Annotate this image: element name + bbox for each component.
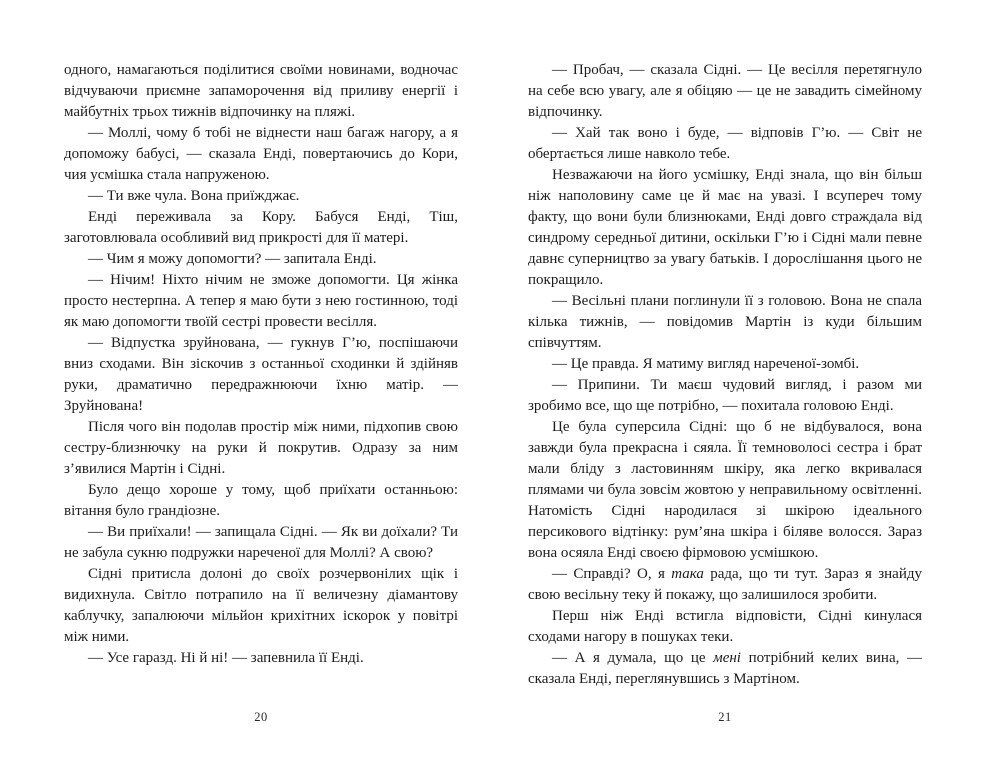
paragraph: — Справді? О, я така рада, що ти тут. Зараз я знайду свою весільну теку й покажу, що залишилося зробити. (528, 566, 922, 603)
paragraph: — Нічим! Ніхто нічим не зможе допомогти. Ця жінка просто нестерпна. А тепер я маю бути з нею гостинною, тоді як маю допомогти твоїй сестрі провести весілля. (64, 272, 458, 330)
page-number-left: 20 (254, 710, 268, 724)
page-right-text (528, 60, 922, 690)
paragraph: одного, намагаються поділитися своїми новинами, водночас відчуваючи приємне запаморочення від приливу енергії і майбутніх трьох тижнів відпочинку на пляжі. (64, 62, 458, 120)
paragraph: — Пробач, — сказала Сідні. — Це весілля перетягнуло на себе всю увагу, але я обіцяю — це не завадить сімейному відпочинку. (528, 62, 922, 120)
book-page-left (64, 60, 458, 724)
book-page-right (528, 60, 922, 724)
paragraph: Енді переживала за Кору. Бабуся Енді, Тіш, заготовлювала особливий вид прикрості для її матері. (64, 209, 458, 246)
paragraph: — Відпустка зруйнована, — гукнув Г’ю, поспішаючи вниз сходами. Він зіскочив з останньої сходинки й здійняв руки, драматично передражнюючи їхню матір. — Зруйнована! (64, 335, 458, 414)
paragraph: Після чого він подолав простір між ними, підхопив свою сестру-близнючку на руки й покрутив. Одразу за ним з’явилися Мартін і Сідні. (64, 419, 458, 477)
paragraph: — А я думала, що це мені потрібний келих вина, — сказала Енді, переглянувшись з Мартіном. (528, 650, 922, 687)
paragraph: — Моллі, чому б тобі не віднести наш багаж нагору, а я допоможу бабусі, — сказала Енді, повертаючись до Кори, чия усмішка стала напруженою. (64, 125, 458, 183)
paragraph: — Ти вже чула. Вона приїжджає. (88, 188, 300, 204)
paragraph: — Хай так воно і буде, — відповів Г’ю. — Світ не обертається лише навколо тебе. (528, 125, 922, 162)
page-number-right: 21 (718, 710, 732, 724)
paragraph: — Це правда. Я матиму вигляд нареченої-зомбі. (552, 356, 860, 372)
paragraph: — Чим я можу допомогти? — запитала Енді. (88, 251, 377, 267)
paragraph: — Ви приїхали! — запищала Сідні. — Як ви доїхали? Ти не забула сукню подружки нареченої для Моллі? А свою? (64, 524, 458, 561)
paragraph: Перш ніж Енді встигла відповісти, Сідні кинулася сходами нагору в пошуках теки. (528, 608, 922, 645)
paragraph: Це була суперсила Сідні: що б не відбувалося, вона завжди була прекрасна і сяяла. Її темноволосі сестра і брат мали бліду з ластовинням шкіру, яка легко вкривалася плямами чи була зовсім жовтою у неправильному освітленні. Натомість Сідні народилася зі шкірою ідеального персикового відтінку: рум’яна шкіра і біляве волосся. Зараз вона осяяла Енді своєю фірмовою усмішкою. (528, 419, 922, 561)
paragraph: Незважаючи на його усмішку, Енді знала, що він більш ніж наполовину саме це й має на увазі. І всупереч тому факту, що вони були близнюками, Енді довго страждала від синдрому середньої дитини, оскільки Г’ю і Сідні мали певне давнє суперництво за увагу батьків. І дорослішання цього не покращило. (528, 167, 922, 288)
paragraph: — Весільні плани поглинули її з головою. Вона не спала кілька тижнів, — повідомив Мартін із куди більшим співчуттям. (528, 293, 922, 351)
paragraph: Сідні притисла долоні до своїх розчервонілих щік і видихнула. Світло потрапило на її величезну діамантову каблучку, запалюючи мільйон крихітних іскорок у повітрі між ними. (64, 566, 458, 645)
paragraph: — Усе гаразд. Ні й ні! — запевнила її Енді. (88, 650, 364, 666)
paragraph: — Припини. Ти маєш чудовий вигляд, і разом ми зробимо все, що ще потрібно, — похитала головою Енді. (528, 377, 922, 414)
paragraph: Було дещо хороше у тому, щоб приїхати останньою: вітання було грандіозне. (64, 482, 458, 519)
page-left-text (64, 60, 458, 669)
